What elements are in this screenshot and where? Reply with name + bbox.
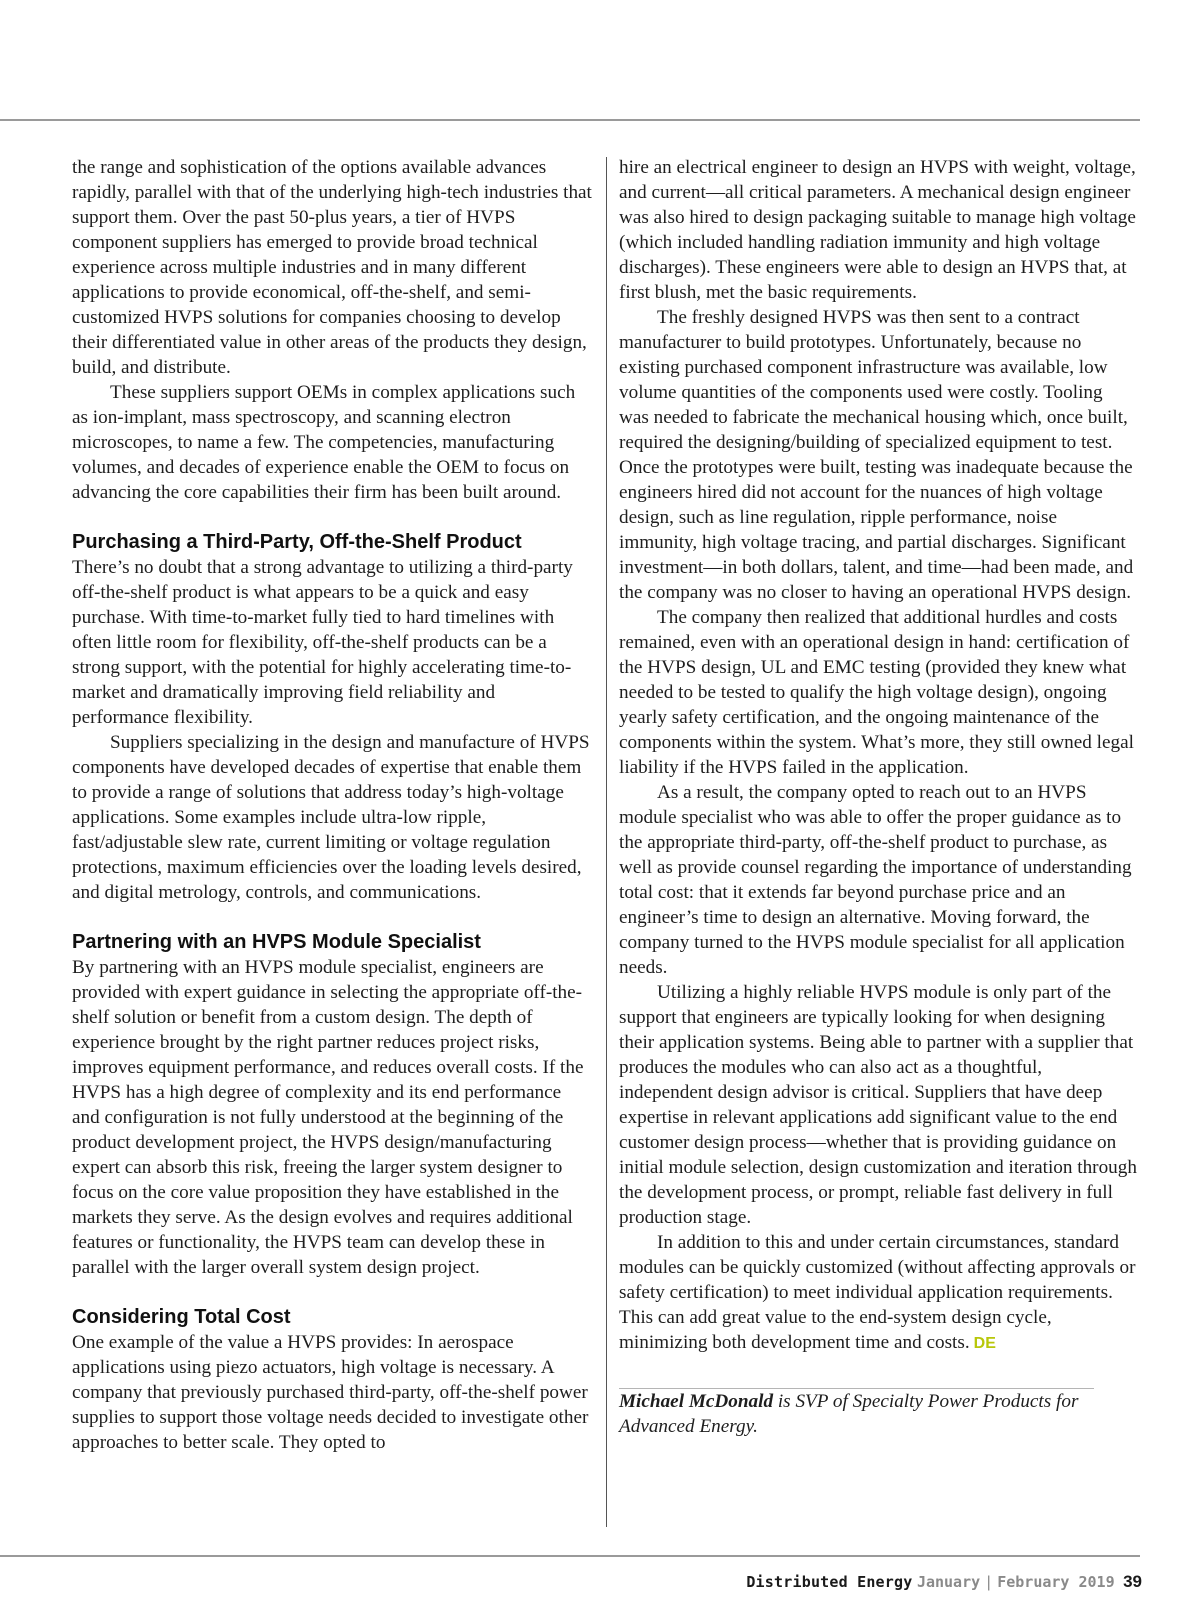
paragraph-text: In addition to this and under certain circumstances, standard modules can be quickly customized (without affecting approvals or safety certification) to meet individual application requirements. This can add great value to the end-system design cycle, minimizing both development time and costs. xyxy=(619,1232,1136,1353)
bottom-rule xyxy=(0,1555,1140,1557)
paragraph: These suppliers support OEMs in complex applications such as ion-implant, mass spectroscopy, and scanning electron microscopes, to name a few. The competencies, manufacturing volumes, and decades of experience enable the OEM to focus on advancing the core capabilities their firm has been built around. xyxy=(72,382,576,503)
paragraph: the range and sophistication of the options available advances rapidly, parallel with that of the underlying high-tech industries that support them. Over the past 50-plus years, a tier of HVPS component suppliers has emerged to provide broad technical experience across multiple industries and in many different applications to provide economical, off-the-shelf, and semi-customized HVPS solutions for companies choosing to develop their differentiated value in other areas of the products they design, build, and distribute. xyxy=(72,157,592,378)
final-paragraph xyxy=(619,1230,1137,1356)
top-rule xyxy=(0,119,1140,121)
section-heading-partnering: Partnering with an HVPS Module Specialist xyxy=(72,931,481,953)
author-name: Michael McDonald xyxy=(619,1391,774,1412)
section-heading-purchasing: Purchasing a Third-Party, Off-the-Shelf Product xyxy=(72,531,522,553)
end-mark: DE xyxy=(973,1335,996,1352)
issue-month: January xyxy=(916,1573,981,1591)
author-bio xyxy=(619,1389,1137,1439)
paragraph: One example of the value a HVPS provides: In aerospace applications using piezo actuators, high voltage is necessary. A company that previously purchased third-party, off-the-shelf power supplies to support those voltage needs decided to investigate other approaches to better scale. They opted to xyxy=(72,1332,589,1453)
paragraph: Utilizing a highly reliable HVPS module is only part of the support that engineers are typically looking for when designing their application systems. Being able to partner with a supplier that produces the modules who can also act as a thoughtful, independent design advisor is critical. Suppliers that have deep expertise in relevant applications add significant value to the end customer design process—whether that is providing guidance on initial module selection, design customization and iteration through the development process, or prompt, reliable fast delivery in full production stage. xyxy=(619,982,1137,1228)
paragraph: Suppliers specializing in the design and manufacture of HVPS components have developed decades of expertise that enable them to provide a range of solutions that address today’s high-voltage applications. Some examples include ultra-low ripple, fast/adjustable slew rate, current limiting or voltage regulation protections, maximum efficiencies over the loading levels desired, and digital metrology, controls, and communications. xyxy=(72,732,590,903)
paragraph: By partnering with an HVPS module specialist, engineers are provided with expert guidance in selecting the appropriate off-the-shelf solution or benefit from a custom design. The depth of experience brought by the right partner reduces project risks, improves equipment performance, and reduces overall costs. If the HVPS has a high degree of complexity and its end performance and configuration is not fully understood at the beginning of the product development project, the HVPS design/manufacturing expert can absorb this risk, freeing the larger system designer to focus on the core value proposition they have established in the markets they serve. As the design evolves and requires additional features or functionality, the HVPS team can develop these in parallel with the larger overall system design project. xyxy=(72,957,584,1278)
publication-name: Distributed Energy xyxy=(746,1573,913,1591)
page-footer xyxy=(746,1572,1142,1593)
author-bio-text: is SVP of Specialty Power Products for Advanced Energy. xyxy=(619,1391,1079,1437)
paragraph: There’s no doubt that a strong advantage to utilizing a third-party off-the-shelf product is what appears to be a quick and easy purchase. With time-to-market fully tied to hard timelines with often little room for flexibility, off-the-shelf products can be a strong support, with the potential for highly accelerating time-to-market and dramatically improving field reliability and performance flexibility. xyxy=(72,557,573,728)
issue-date: February 2019 xyxy=(997,1573,1115,1591)
paragraph: As a result, the company opted to reach out to an HVPS module specialist who was able to offer the proper guidance as to the appropriate third-party, off-the-shelf product to purchase, as well as provide counsel regarding the importance of understanding total cost: that it extends far beyond purchase price and an engineer’s time to design an alternative. Moving forward, the company turned to the HVPS module specialist for all application needs. xyxy=(619,782,1132,978)
date-separator: | xyxy=(986,1574,991,1591)
column-divider xyxy=(606,157,607,1527)
paragraph: The freshly designed HVPS was then sent to a contract manufacturer to build prototypes. Unfortunately, because no existing purchased component infrastructure was available, low volume quantities of the components used were costly. Tooling was needed to fabricate the mechanical housing which, once built, required the designing/building of specialized equipment to test. Once the prototypes were built, testing was inadequate because the engineers hired did not account for the nuances of high voltage design, such as line regulation, ripple performance, noise immunity, high voltage tracing, and partial discharges. Significant investment—in both dollars, talent, and time—had been made, and the company was no closer to having an operational HVPS design. xyxy=(619,307,1134,603)
paragraph: hire an electrical engineer to design an HVPS with weight, voltage, and current—all critical parameters. A mechanical design engineer was also hired to design packaging suitable to manage high voltage (which included handling radiation immunity and high voltage discharges). These engineers were able to design an HVPS that, at first blush, met the basic requirements. xyxy=(619,157,1136,303)
page-number: 39 xyxy=(1123,1572,1142,1591)
section-heading-total-cost: Considering Total Cost xyxy=(72,1306,291,1328)
left-column xyxy=(72,155,592,1455)
right-column xyxy=(619,155,1137,1439)
paragraph: The company then realized that additional hurdles and costs remained, even with an operational design in hand: certification of the HVPS design, UL and EMC testing (provided they knew what needed to be tested to qualify the high voltage design), ongoing yearly safety certification, and the ongoing maintenance of the components within the system. What’s more, they still owned legal liability if the HVPS failed in the application. xyxy=(619,607,1134,778)
